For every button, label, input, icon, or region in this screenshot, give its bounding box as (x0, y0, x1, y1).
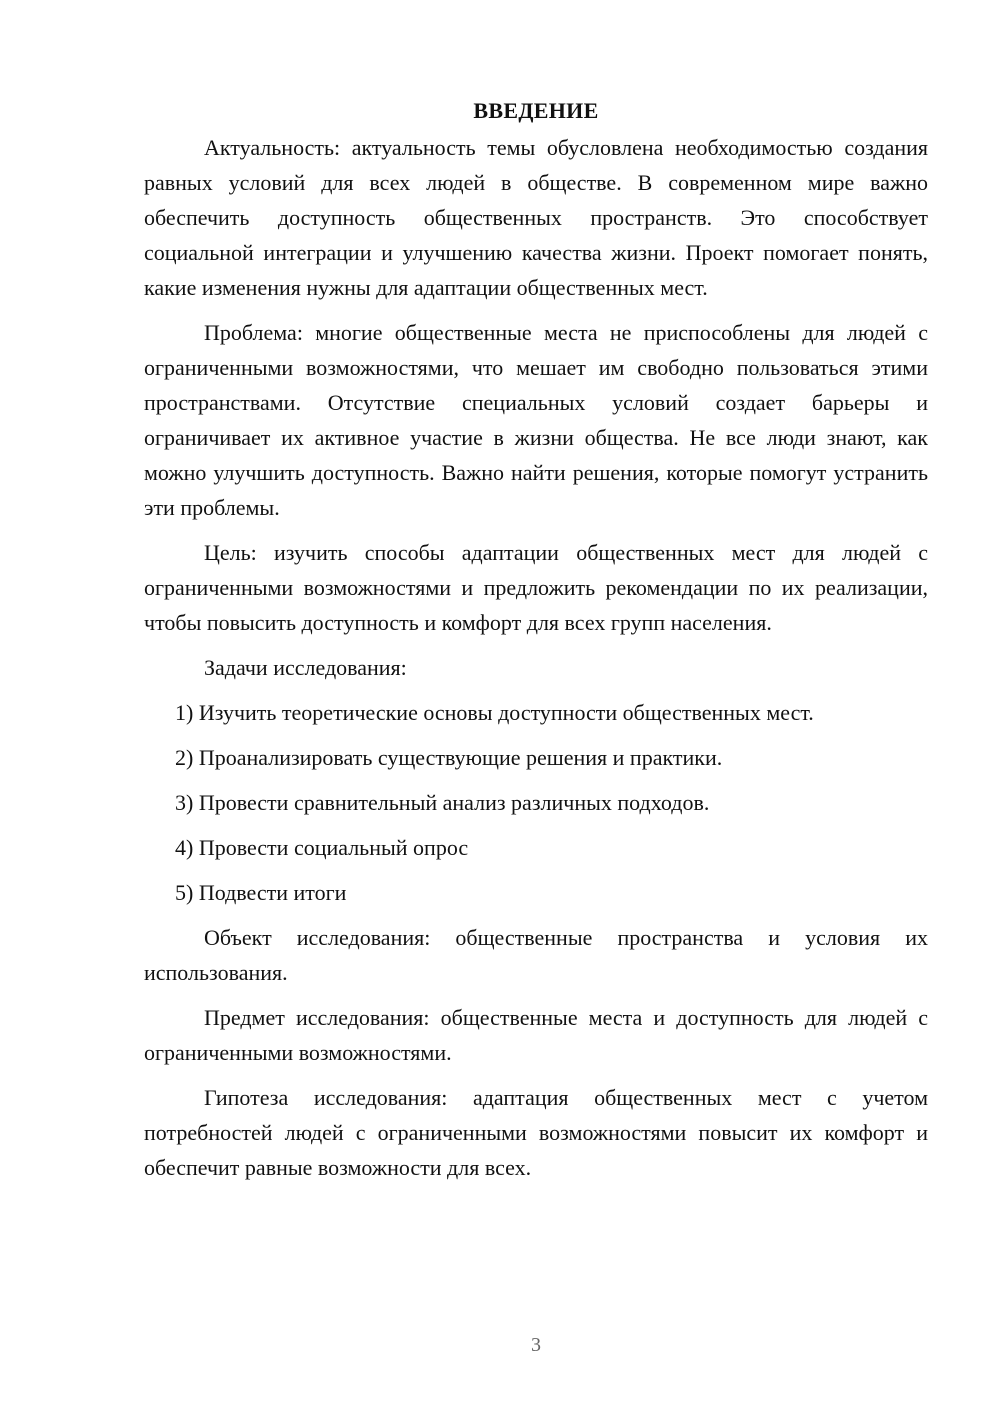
section-heading: ВВЕДЕНИЕ (473, 98, 599, 123)
paragraph-hypothesis: Гипотеза исследования: адаптация общественных мест с учетом потребностей людей с ограниченными возможностями повысит их комфорт и обеспечит равные возможности для всех. (144, 1085, 928, 1180)
paragraph-problem: Проблема: многие общественные места не приспособлены для людей с ограниченными возможностями, что мешает им свободно пользоваться этими пространствами. Отсутствие специальных условий создает барьеры и ограничивает их активное участие в жизни общества. Не все люди знают, как можно улучшить доступность. Важно найти решения, которые помогут устранить эти проблемы. (144, 320, 928, 520)
document-page (144, 96, 928, 1195)
task-list (144, 695, 928, 910)
list-item: 2) Проанализировать существующие решения и практики. (175, 745, 723, 770)
page-number: 3 (531, 1334, 541, 1356)
list-item: 4) Провести социальный опрос (175, 835, 469, 860)
list-item: 5) Подвести итоги (175, 880, 347, 905)
paragraph-subject: Предмет исследования: общественные места и доступность для людей с ограниченными возможностями. (144, 1005, 928, 1065)
paragraph-goal: Цель: изучить способы адаптации общественных мест для людей с ограниченными возможностями и предложить рекомендации по их реализации, чтобы повысить доступность и комфорт для всех групп населения. (144, 540, 928, 635)
paragraph-relevance: Актуальность: актуальность темы обусловлена необходимостью создания равных условий для всех людей в обществе. В современном мире важно обеспечить доступность общественных пространств. Это способствует социальной интеграции и улучшению качества жизни. Проект помогает понять, какие изменения нужны для адаптации общественных мест. (144, 135, 928, 300)
tasks-title: Задачи исследования: (204, 655, 407, 680)
list-item: 1) Изучить теоретические основы доступности общественных мест. (175, 700, 814, 725)
list-item: 3) Провести сравнительный анализ различных подходов. (175, 790, 710, 815)
paragraph-object: Объект исследования: общественные пространства и условия их использования. (144, 925, 928, 985)
